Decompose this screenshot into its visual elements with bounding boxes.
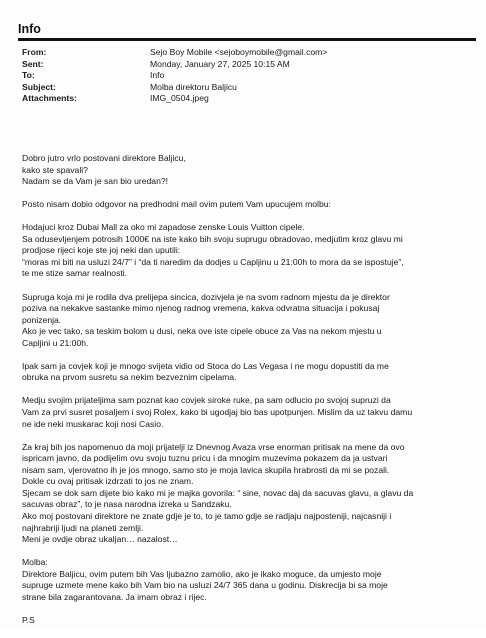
body-line: Medju svojim prijateljima sam poznat kao covjek siroke ruke, pa sam odlucio po svojoj supruzi da bbox=[22, 395, 391, 406]
body-line: te me stize samar realnosti. bbox=[22, 268, 128, 279]
body-line: P.S bbox=[22, 614, 35, 625]
body-line: Sa odusevljenjem potrosih 1000€ na iste kako bih svoju suprugu obradovao, medjutim kroz glavu mi bbox=[22, 233, 403, 244]
body-line: kako ste spavali? bbox=[22, 164, 88, 175]
meta-row-from bbox=[22, 47, 462, 59]
body-line: Dobro jutro vrlo postovani direktore Baljicu, bbox=[22, 153, 186, 163]
sent-date: Monday, January 27, 2025 10:15 AM bbox=[150, 58, 290, 69]
body-paragraph bbox=[22, 153, 474, 188]
body-line: Dokle cu ovaj pritisak izdrzati to jos ne znam. bbox=[22, 476, 194, 487]
body-line: Za kraj bih jos napomenuo da moji prijatelji iz Dnevnog Avaza vrse enorman pritisak na mene da ovo bbox=[22, 441, 405, 452]
meta-label: Attachments: bbox=[22, 93, 77, 103]
meta-row-attachments bbox=[22, 93, 462, 105]
body-line: Ako moj postovani direktore ne znate gdje je to, to je tamo gdje se radjaju najposteniji, najcasniji i bbox=[22, 510, 392, 521]
body-line: poziva na nekakve sastanke mimo njenog radnog vremena, kakva odvratna situacija i pokusaj bbox=[22, 303, 380, 314]
body-paragraph bbox=[22, 361, 474, 384]
body-line: Vam za prvi susret posaljem i svoj Rolex, kako bi ugodjaj bio bas upotpunjen. Mislim da uz takvu damu bbox=[22, 407, 413, 418]
body-line: Direktore Baljicu, ovim putem bih Vas ljubazno zamolio, ako je ikako moguce, da umjesto moje bbox=[22, 568, 382, 579]
mailbox-title: Info bbox=[18, 22, 41, 36]
meta-label: From: bbox=[22, 47, 47, 57]
meta-row-sent bbox=[22, 59, 462, 71]
body-line: ispricam javno, da podijelim ovu svoju tuznu pricu i da mnogim muzevima pokazem da ja ustvari bbox=[22, 453, 388, 464]
meta-label: Subject: bbox=[22, 81, 56, 92]
sender-address: Sejo Boy Mobile <sejoboymobile@gmail.com> bbox=[150, 47, 328, 57]
body-paragraph bbox=[22, 615, 474, 627]
body-line: Molba: bbox=[22, 557, 48, 568]
subject: Molba direktoru Baljicu bbox=[150, 81, 237, 92]
meta-label: Sent: bbox=[22, 58, 44, 69]
mailbox-header bbox=[18, 22, 470, 41]
body-line: najhrabriji ljudi na planeti zemlji. bbox=[22, 522, 144, 533]
body-line: Meni je ovdje obraz ukaljan… nazalost… bbox=[22, 534, 178, 545]
body-line: Sjecam se dok sam dijete bio kako mi je majka govorila: “ sine, novac daj da sacuvas glavu, a glavu da bbox=[22, 487, 414, 498]
body-paragraph bbox=[22, 222, 474, 280]
meta-row-subject bbox=[22, 82, 462, 94]
body-line: sacuvas obraz”, to je nasa narodna izreka u Sandzaku. bbox=[22, 499, 232, 510]
header-divider bbox=[18, 38, 476, 41]
body-line: ne ide neki muskarac koji nosi Casio. bbox=[22, 418, 164, 429]
body-line: Posto nisam dobio odgovor na predhodni mail ovim putem Vam upucujem molbu: bbox=[22, 199, 331, 210]
body-line: obruka na prvom susretu sa nekim bezveznim cipelama. bbox=[22, 372, 237, 383]
body-line: “moras mi biti na usluzi 24/7” i “da ti naredim da dodjes u Capljinu u 21:00h to mora da se ispostuje”, bbox=[22, 256, 404, 267]
email-body bbox=[22, 153, 474, 638]
body-paragraph bbox=[22, 395, 474, 430]
body-line: ponizenja. bbox=[22, 314, 62, 325]
body-line: strane bila zagarantovana. Ja imam obraz i rijec. bbox=[22, 591, 207, 602]
recipient: Info bbox=[150, 70, 165, 80]
body-paragraph bbox=[22, 557, 474, 603]
email-meta bbox=[22, 47, 462, 105]
body-paragraph bbox=[22, 442, 474, 546]
body-paragraph bbox=[22, 292, 474, 350]
meta-label: To: bbox=[22, 70, 35, 80]
body-line: nisam sam, vjerovatno ih je jos mnogo, samo sto je moja lavica skupila hrabrosti da mi se pozali. bbox=[22, 464, 390, 475]
body-line: Capljini u 21:00h. bbox=[22, 337, 89, 348]
body-line: supruge uzmete mene kako bih Vam bio na usluzi 24/7 365 dana u godinu. Diskrecija bi sa moje bbox=[22, 580, 388, 591]
body-line: Ako je vec tako, sa teskim bolom u dusi, neka ove iste cipele obuce za Vas na nekom mjestu u bbox=[22, 326, 382, 337]
body-line: prodjose rijeci koje ste joj neki dan uputili: bbox=[22, 245, 181, 256]
body-line: Ipak sam ja covjek koji je mnogo svijeta vidio od Stoca do Las Vegasa i ne mogu dopustiti da me bbox=[22, 360, 389, 371]
body-line: Supruga koja mi je rodila dva prelijepa sincica, dozivjela je na svom radnom mjestu da je direktor bbox=[22, 291, 390, 302]
meta-row-to bbox=[22, 70, 462, 82]
body-line: Nadam se da Vam je san bio uredan?! bbox=[22, 176, 169, 187]
attachment-name: IMG_0504.jpeg bbox=[150, 93, 209, 103]
body-paragraph bbox=[22, 199, 474, 211]
body-line: Hodajuci kroz Dubai Mall za oko mi zapadose zenske Louis Vuitton cipele. bbox=[22, 222, 305, 233]
